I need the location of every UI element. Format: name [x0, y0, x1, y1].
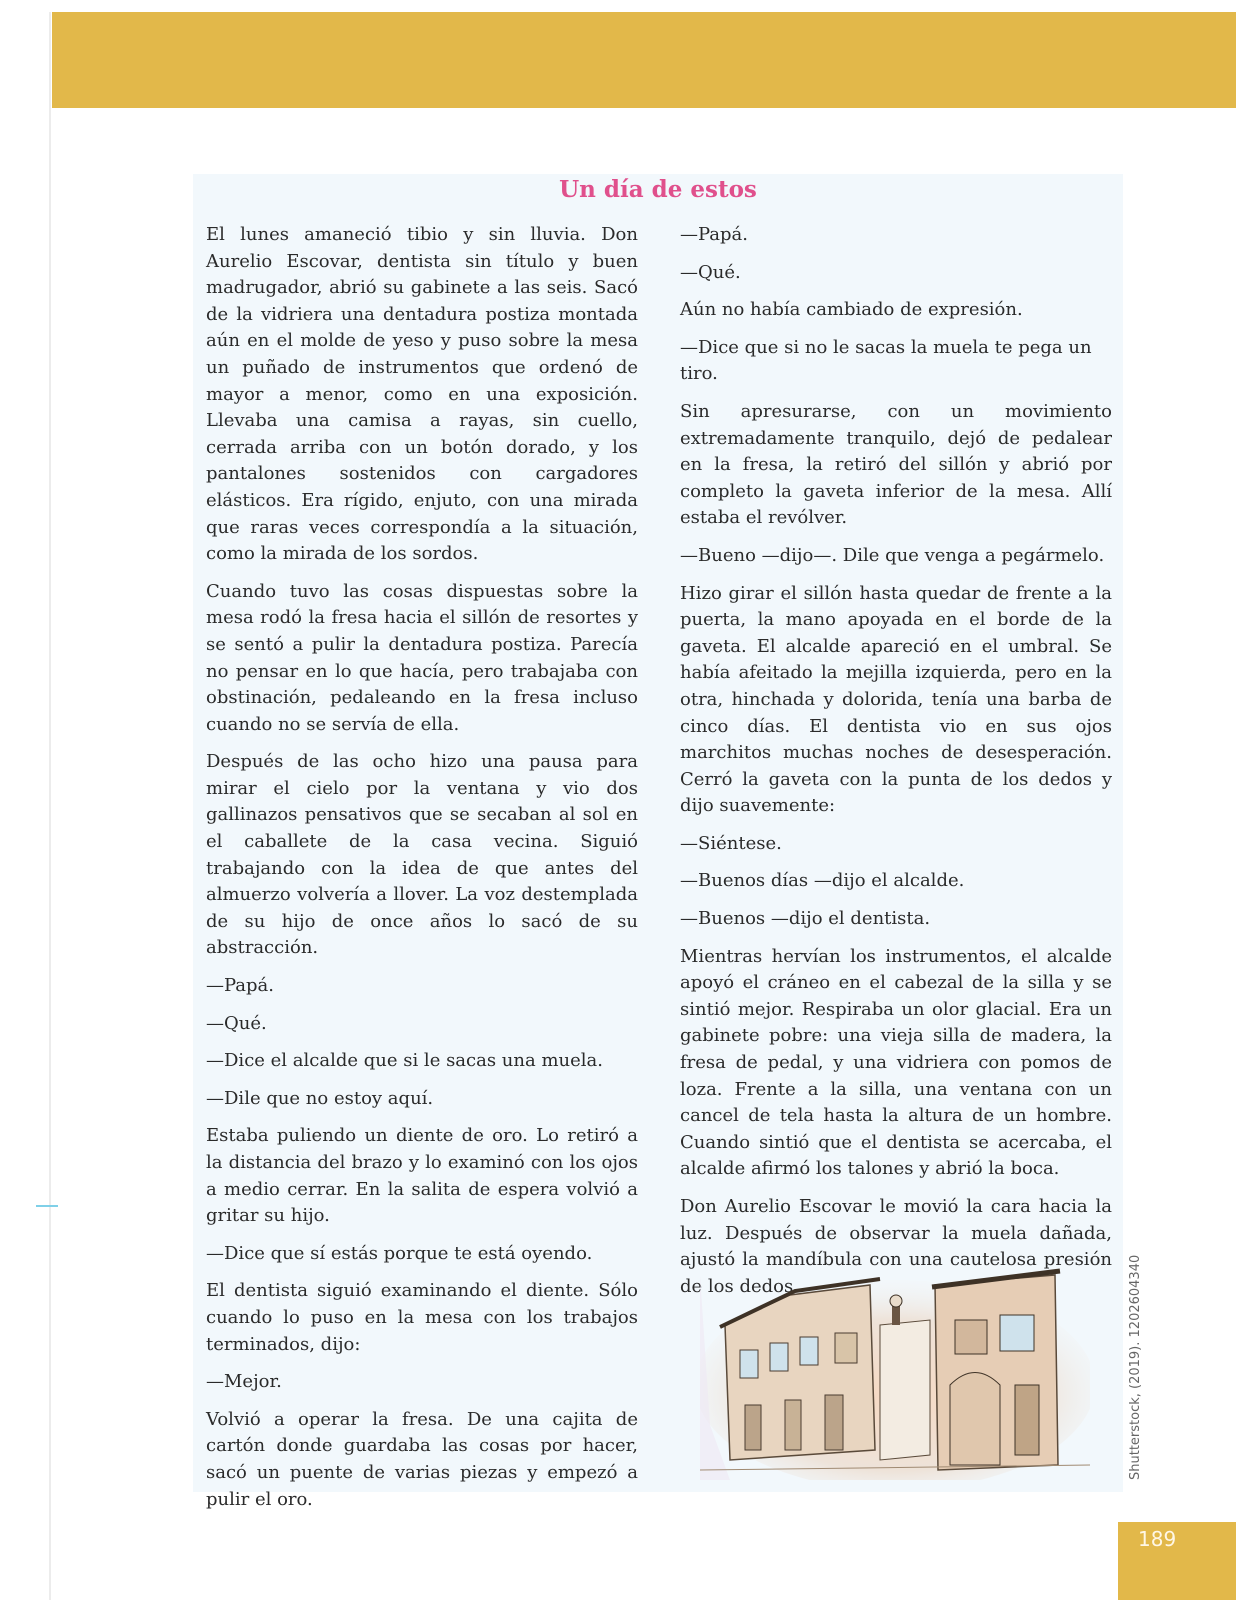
dialogue-line: —Papá. [680, 224, 749, 245]
image-credit: Shutterstock, (2019). 1202604340 [1128, 1254, 1143, 1480]
page-number: 189 [1138, 1527, 1177, 1551]
paragraph: Hizo girar el sillón hasta quedar de frente a la puerta, la mano apoyada en el borde de la gaveta. El alcalde apareció en el umbral. Se había afeitado la mejilla izquierda, pero en la otra, hinchada y dolorida, tenía una barba de cinco días. El dentista vio en sus ojos marchitos muchas noches de desesperación. Cerró la gaveta con la punta de los dedos y dijo suavemente: [680, 582, 1112, 817]
dialogue-line: —Dile que no estoy aquí. [206, 1087, 434, 1109]
street-illustration [700, 1265, 1090, 1480]
dialogue-line: —Qué. [206, 1012, 267, 1034]
paragraph: Estaba puliendo un diente de oro. Lo retiró a la distancia del brazo y lo examinó con los ojos a medio cerrar. En la salita de espera volvió a gritar su hijo. [206, 1125, 638, 1227]
paragraph: Sin apresurarse, con un movimiento extremadamente tranquilo, dejó de pedalear en la fresa, la retiró del sillón y abrió por completo la gaveta inferior de la mesa. Allí estaba el revólver. [680, 400, 1112, 529]
dialogue-line: —Buenos —dijo el dentista. [680, 908, 931, 930]
paragraph: El lunes amaneció tibio y sin lluvia. Don Aurelio Escovar, dentista sin título y buen madrugador, abrió su gabinete a las seis. Sacó de la vidriera una dentadura postiza montada aún en el molde de yeso y puso sobre la mesa un puñado de instrumentos que ordenó de mayor a menor, como en una exposición. Llevaba una camisa a rayas, sin cuello, cerrada arriba con un botón dorado, y los pantalones sostenidos con cargadores elásticos. Era rígido, enjuto, con una mirada que raras veces correspondía a la situación, como la mirada de los sordos. [206, 224, 638, 565]
dialogue-line: —Papá. [206, 975, 275, 997]
paragraph: Mientras hervían los instrumentos, el alcalde apoyó el cráneo en el cabezal de la silla y se sintió mejor. Respiraba un olor glacial. Era un gabinete pobre: una vieja silla de madera, la fresa de pedal, y una vidriera con pomos de loza. Frente a la silla, una ventana con un cancel de tela hasta la altura de un hombre. Cuando sintió que el dentista se acercaba, el alcalde afirmó los talones y abrió la boca. [680, 945, 1112, 1180]
left-column [206, 222, 638, 1524]
dialogue-line: —Qué. [680, 261, 741, 283]
paragraph: Volvió a operar la fresa. De una cajita de cartón donde guardaba las cosas por hacer, sacó un puente de varias piezas y empezó a pulir el oro. [206, 1408, 638, 1510]
dialogue-line: —Dice que si no le sacas la muela te pega un tiro. [680, 336, 1092, 385]
dialogue-line: —Dice que sí estás porque te está oyendo. [206, 1242, 593, 1264]
dialogue-line: —Mejor. [206, 1371, 282, 1393]
paragraph: Después de las ocho hizo una pausa para mirar el cielo por la ventana y vio dos gallinazos pensativos que se secaban al sol en el caballete de la casa vecina. Siguió trabajando con la idea de que antes del almuerzo volvería a llover. La voz destemplada de su hijo de once años lo sacó de su abstracción. [206, 751, 638, 959]
dialogue-line: —Bueno —dijo—. Dile que venga a pegármelo. [680, 544, 1105, 566]
dialogue-line: —Siéntese. [680, 832, 782, 854]
margin-tick [36, 1205, 58, 1207]
dialogue-line: —Dice el alcalde que si le sacas una muela. [206, 1050, 603, 1072]
paragraph: Aún no había cambiado de expresión. [680, 299, 1023, 321]
right-column [680, 222, 1112, 1311]
top-color-band [52, 12, 1236, 108]
paragraph: Cuando tuvo las cosas dispuestas sobre la mesa rodó la fresa hacia el sillón de resortes y se sentó a pulir la dentadura postiza. Parecía no pensar en lo que hacía, pero trabajaba con obstinación, pedaleando en la fresa incluso cuando no se servía de ella. [206, 580, 638, 735]
paragraph: El dentista siguió examinando el diente. Sólo cuando lo puso en la mesa con los trabajos terminados, dijo: [206, 1280, 638, 1355]
dialogue-line: —Buenos días —dijo el alcalde. [680, 870, 965, 892]
story-title: Un día de estos [559, 176, 757, 203]
paragraph: Don Aurelio Escovar le movió la cara hacia la luz. Después de observar la muela dañada, ajustó la mandíbula con una cautelosa presión de los dedos. [680, 1196, 1112, 1297]
page-margin-line [49, 12, 51, 1600]
page-number-box [1118, 1522, 1236, 1600]
